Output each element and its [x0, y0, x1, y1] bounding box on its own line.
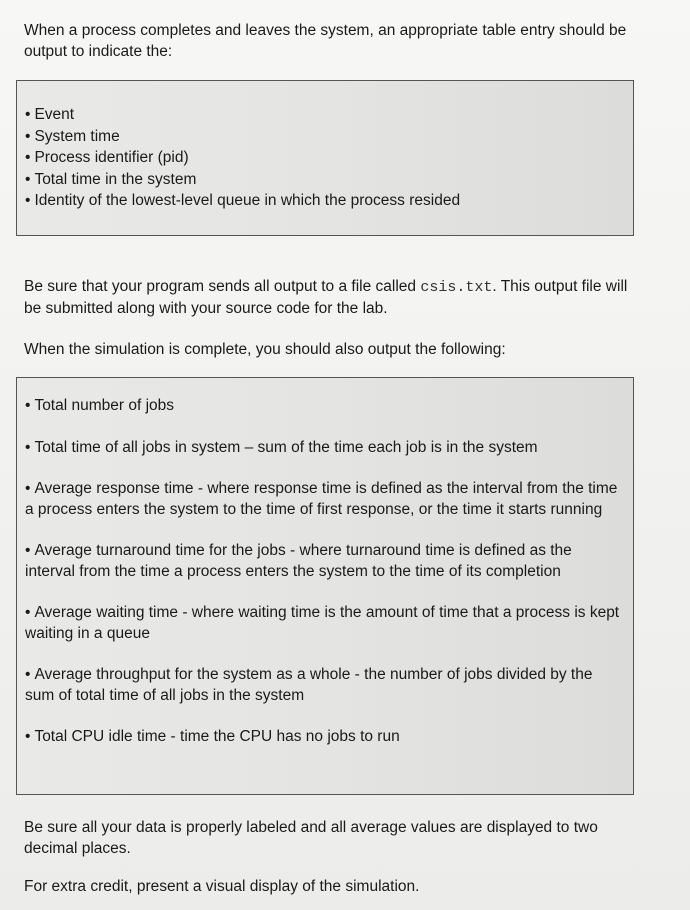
bullet: • [25, 192, 31, 209]
table-entry-fields-box [16, 80, 634, 236]
bullet: • [25, 438, 31, 456]
list-item: • Total number of jobs [25, 396, 623, 417]
summary-stats-list [25, 396, 623, 748]
table-entry-fields-list [25, 104, 633, 212]
bullet: • [25, 149, 31, 166]
list-item: • Average waiting time - where waiting time is the amount of time that a process is kept waiting in a queue [25, 604, 620, 642]
bullet: • [25, 127, 31, 145]
list-item: • Total time in the system [25, 169, 633, 191]
labeling-paragraph: Be sure all your data is properly labeled and all average values are displayed to two decimal places. [24, 819, 598, 857]
extra-credit-paragraph: For extra credit, present a visual display of the simulation. [24, 878, 420, 895]
list-item: • Process identifier (pid) [25, 147, 633, 169]
list-item: • Average throughput for the system as a whole - the number of jobs divided by the sum of total time of all jobs in the system [25, 666, 593, 704]
bullet: • [25, 106, 31, 123]
completion-paragraph: When the simulation is complete, you should also output the following: [24, 341, 506, 358]
output-file-paragraph: Be sure that your program sends all output to a file called csis.txt. This output file will be submitted along with your source code for the lab. [24, 278, 628, 317]
list-item: • Total time of all jobs in system – sum of the time each job is in the system [25, 438, 623, 459]
list-item: • Average turnaround time for the jobs - where turnaround time is defined as the interval from the time a process enters the system to the time of its completion [25, 542, 572, 580]
output-filename: csis.txt [420, 279, 493, 296]
intro-paragraph: When a process completes and leaves the system, an appropriate table entry should be output to indicate the: [24, 22, 627, 60]
summary-stats-box [16, 377, 634, 795]
bullet: • [25, 666, 31, 683]
list-item: • Total CPU idle time - time the CPU has no jobs to run [25, 727, 623, 748]
list-item: • Average response time - where response time is defined as the interval from the time a process enters the system to the time of first response, or the time it starts running [25, 480, 618, 518]
bullet: • [25, 170, 31, 188]
bullet: • [25, 480, 31, 497]
bullet: • [25, 604, 31, 621]
bullet: • [25, 397, 31, 414]
bullet: • [25, 542, 31, 559]
bullet: • [25, 728, 31, 745]
list-item: • Identity of the lowest-level queue in which the process resided [25, 190, 633, 212]
list-item: • System time [25, 126, 633, 148]
list-item: • Event [25, 104, 633, 126]
